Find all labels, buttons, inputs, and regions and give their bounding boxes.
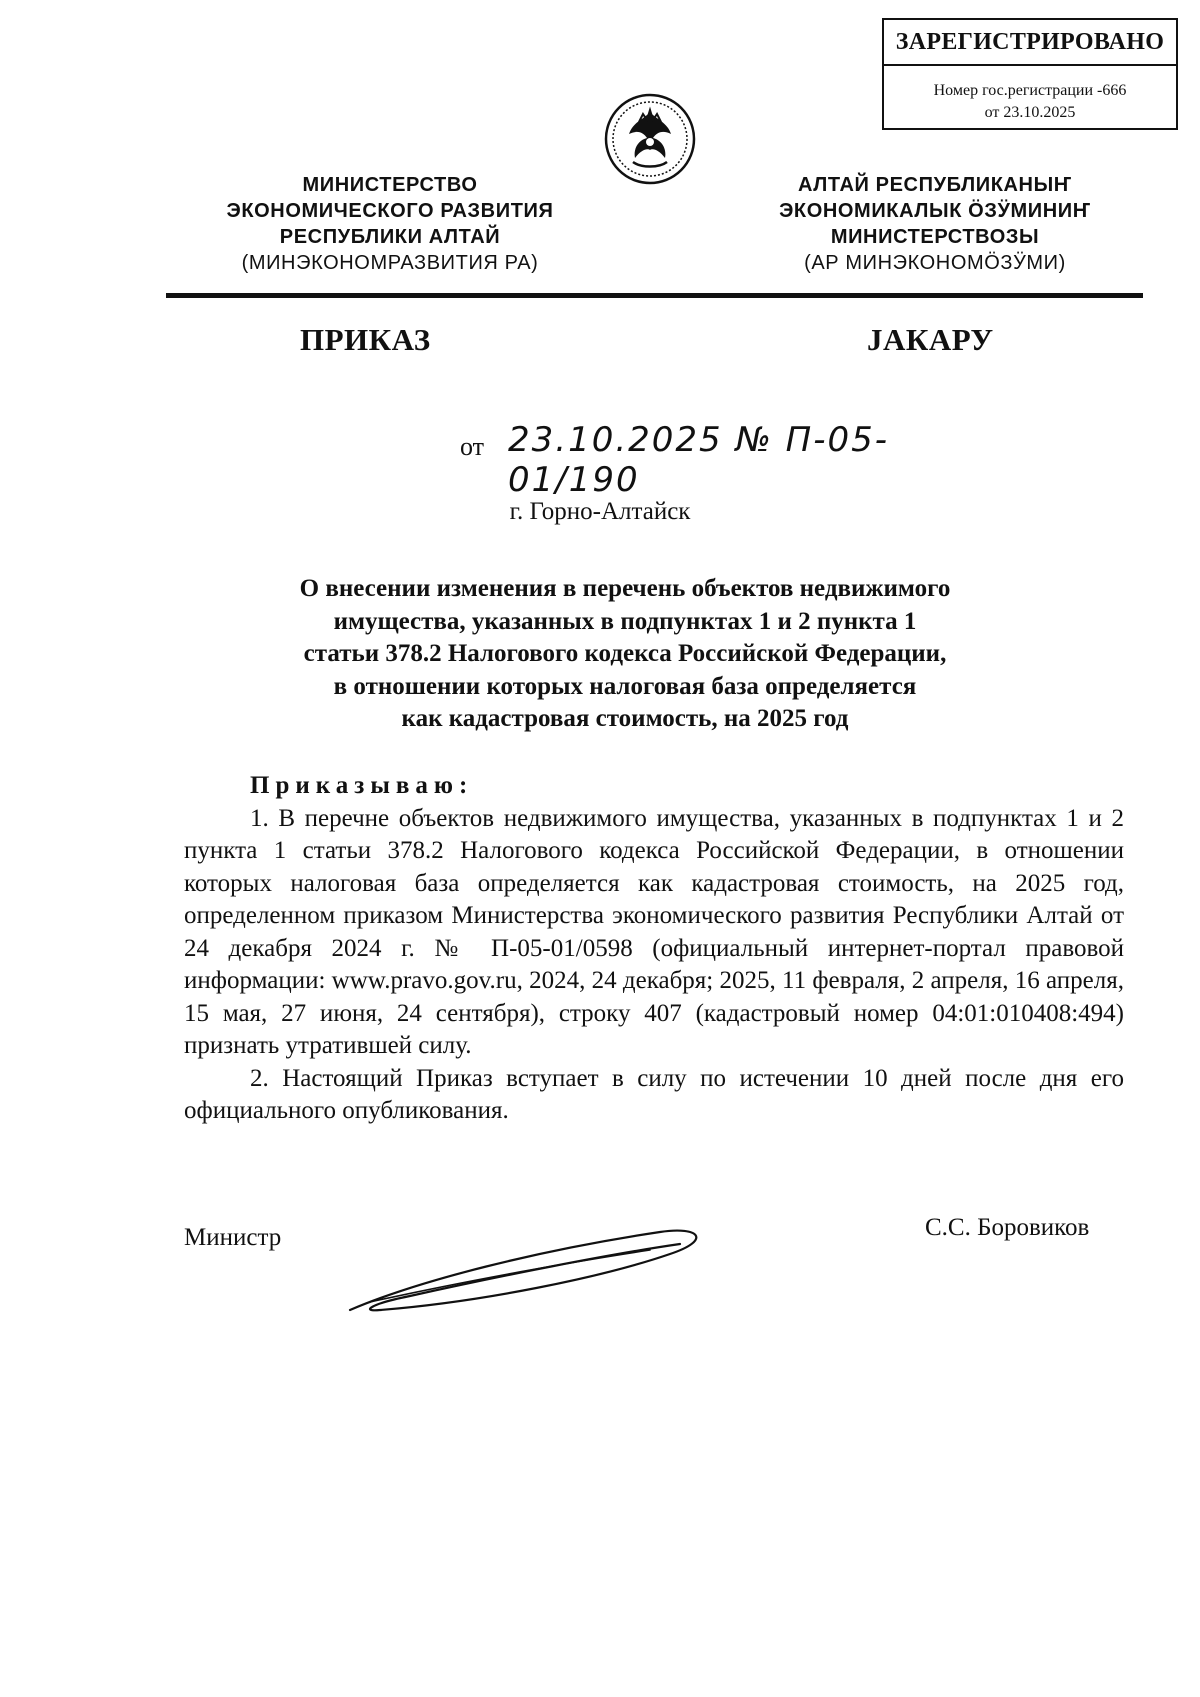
document-title bbox=[200, 573, 1050, 736]
handwritten-signature bbox=[340, 1210, 740, 1330]
title-line: как кадастровая стоимость, на 2025 год bbox=[401, 705, 849, 732]
ministry-header-altai bbox=[740, 172, 1130, 276]
ministry-abbreviation: (АР МИНЭКОНОМӦЗӰМИ) bbox=[804, 252, 1066, 274]
registration-stamp bbox=[882, 18, 1178, 130]
ministry-header-russian bbox=[190, 172, 590, 276]
title-line: О внесении изменения в перечень объектов недвижимого bbox=[299, 575, 951, 602]
ministry-abbreviation: (МИНЭКОНОМРАЗВИТИЯ РА) bbox=[241, 252, 539, 274]
stamp-reg-date: от 23.10.2025 bbox=[984, 104, 1076, 121]
date-number-line bbox=[460, 420, 1020, 500]
ministry-name-line: АЛТАЙ РЕСПУБЛИКАНЫҤ bbox=[798, 174, 1072, 196]
ministry-name-line: ЭКОНОМИЧЕСКОГО РАЗВИТИЯ bbox=[226, 200, 554, 222]
title-line: имущества, указанных в подпунктах 1 и 2 пункта 1 bbox=[333, 607, 917, 635]
ministry-name-line: ЭКОНОМИКАЛЫК ӦЗӰМИНИҤ bbox=[779, 200, 1091, 222]
document-body bbox=[184, 770, 1124, 1128]
signatory-position: Министр bbox=[184, 1224, 282, 1251]
doc-type-altai: ЈАКАРУ bbox=[867, 322, 994, 357]
stamp-title: ЗАРЕГИСТРИРОВАНО bbox=[884, 20, 1176, 66]
ministry-name-line: МИНИСТЕРСТВО bbox=[302, 174, 478, 196]
stamp-reg-number: Номер гос.регистрации -666 bbox=[933, 82, 1127, 99]
doc-type-russian: ПРИКАЗ bbox=[300, 322, 431, 357]
body-paragraph-1: 1. В перечне объектов недвижимого имущества, указанных в подпунктах 1 и 2 пункта 1 статьи 378.2 Налогового кодекса Российской Федерации, в отношении которых налоговая база определяется как кадастровая стоимость, на 2025 год, определенном приказом Министерства экономического развития Республики Алтай от 24 декабря 2024 г. № П-05-01/0598 (официальный интернет-портал правовой информации: www.pravo.gov.ru, 2024, 24 декабря; 2025, 11 февраля, 2 апреля, 16 апреля, 15 мая, 27 июня, 24 сентября), строку 407 (кадастровый номер 04:01:010408:494) признать утратившей силу. bbox=[184, 804, 1124, 1059]
header-divider bbox=[166, 293, 1143, 298]
title-line: в отношении которых налоговая база определяется bbox=[333, 672, 917, 700]
city-name: г. Горно-Алтайск bbox=[509, 498, 691, 525]
ministry-name-line: МИНИСТЕРСТВОЗЫ bbox=[830, 226, 1040, 248]
signatory-name: С.С. Боровиков bbox=[925, 1214, 1090, 1241]
order-word: Приказываю: bbox=[250, 772, 474, 799]
body-paragraph-2: 2. Настоящий Приказ вступает в силу по истечении 10 дней после дня его официального опубликования. bbox=[184, 1064, 1124, 1124]
ministry-name-line: РЕСПУБЛИКИ АЛТАЙ bbox=[279, 226, 501, 248]
title-line: статьи 378.2 Налогового кодекса Российской Федерации, bbox=[303, 640, 947, 667]
date-prefix: от bbox=[460, 432, 485, 461]
coat-of-arms-icon bbox=[603, 92, 697, 186]
handwritten-date-number: 23.10.2025 № П-05-01/190 bbox=[508, 420, 890, 500]
